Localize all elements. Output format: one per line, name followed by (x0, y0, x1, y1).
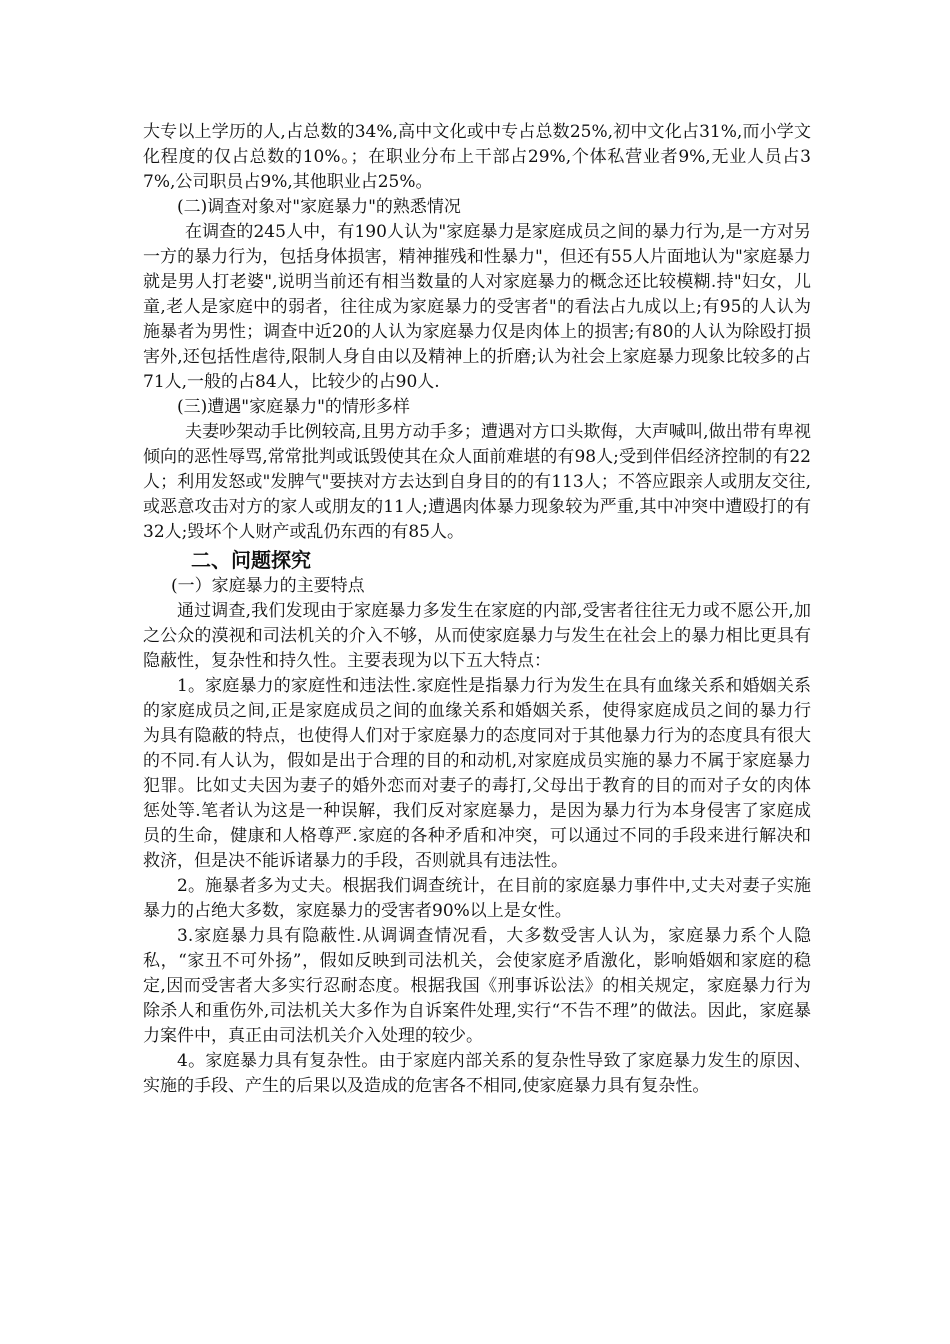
paragraph-situations: 夫妻吵架动手比例较高,且男方动手多；遭遇对方口头欺侮，大声喊叫,做出带有卑视倾向的恶性辱骂,常常批判或诋毁使其在众人面前难堪的有98人;受到伴侣经济控制的有22人；利用发怒或"发脾气"要挟对方去达到自身目的的有113人；不答应跟亲人或朋友交往,或恶意攻击对方的家人或朋友的11人;遭遇肉体暴力现象较为严重,其中冲突中遭殴打的有32人;毁坏个人财产或乱仍东西的有85人。 (143, 422, 811, 542)
heading-familiarity: (二)调查对象对"家庭暴力"的熟悉情况 (177, 197, 461, 217)
heading-main-features: (一）家庭暴力的主要特点 (171, 576, 365, 596)
paragraph-familiarity: 在调查的245人中，有190人认为"家庭暴力是家庭成员之间的暴力行为,是一方对另一方的暴力行为，包括身体损害，精神摧残和性暴力"，但还有55人片面地认为"家庭暴力就是男人打老婆",说明当前还有相当数量的人对家庭暴力的概念还比较模糊.持"妇女，儿童,老人是家庭中的弱者，往往成为家庭暴力的受害者"的看法占九成以上;有95的人认为施暴者为男性；调查中近20的人认为家庭暴力仅是肉体上的损害;有80的人认为除殴打损害外,还包括性虐待,限制人身自由以及精神上的折磨;认为社会上家庭暴力现象比较多的占71人,一般的占84人，比较少的占90人. (143, 222, 811, 392)
document-page (143, 120, 811, 1099)
heading-situations: (三)遭遇"家庭暴力"的情形多样 (177, 397, 410, 417)
paragraph-item-1: 1。家庭暴力的家庭性和违法性.家庭性是指暴力行为发生在具有血缘关系和婚姻关系的家庭成员之间,正是家庭成员之间的血缘关系和婚姻关系，使得家庭成员之间的暴力行为具有隐蔽的特点，也使得人们对于家庭暴力的态度同对于其他暴力行为的态度具有很大的不同.有人认为，假如是出于合理的目的和动机,对家庭成员实施的暴力不属于家庭暴力犯罪。比如丈夫因为妻子的婚外恋而对妻子的毒打,父母出于教育的目的而对子女的肉体惩处等.笔者认为这是一种误解，我们反对家庭暴力，是因为暴力行为本身侵害了家庭成员的生命，健康和人格尊严.家庭的各种矛盾和冲突，可以通过不同的手段来进行解决和救济，但是决不能诉诸暴力的手段，否则就具有违法性。 (143, 676, 811, 871)
paragraph-item-3: 3.家庭暴力具有隐蔽性.从调调查情况看，大多数受害人认为，家庭暴力系个人隐私，“家丑不可外扬”，假如反映到司法机关，会使家庭矛盾激化，影响婚姻和家庭的稳定,因而受害者大多实行忍耐态度。根据我国《刑事诉讼法》的相关规定，家庭暴力行为除杀人和重伤外,司法机关大多作为自诉案件处理,实行“不告不理”的做法。因此，家庭暴力案件中，真正由司法机关介入处理的较少。 (143, 926, 811, 1046)
paragraph-intro: 通过调查,我们发现由于家庭暴力多发生在家庭的内部,受害者往往无力或不愿公开,加之公众的漠视和司法机关的介入不够，从而使家庭暴力与发生在社会上的暴力相比更具有隐蔽性，复杂性和持久性。主要表现为以下五大特点： (143, 601, 811, 671)
section-title: 二、问题探究 (191, 548, 311, 572)
paragraph-item-2: 2。施暴者多为丈夫。根据我们调查统计，在目前的家庭暴力事件中,丈夫对妻子实施暴力的占绝大多数，家庭暴力的受害者90%以上是女性。 (143, 876, 811, 921)
paragraph-item-4: 4。家庭暴力具有复杂性。由于家庭内部关系的复杂性导致了家庭暴力发生的原因、实施的手段、产生的后果以及造成的危害各不相同,使家庭暴力具有复杂性。 (143, 1051, 811, 1096)
paragraph-education-occupation: 大专以上学历的人,占总数的34%,高中文化或中专占总数25%,初中文化占31%,而小学文化程度的仅占总数的10%。；在职业分布上干部占29%,个体私营业者9%,无业人员占37%,公司职员占9%,其他职业占25%。 (143, 122, 811, 192)
